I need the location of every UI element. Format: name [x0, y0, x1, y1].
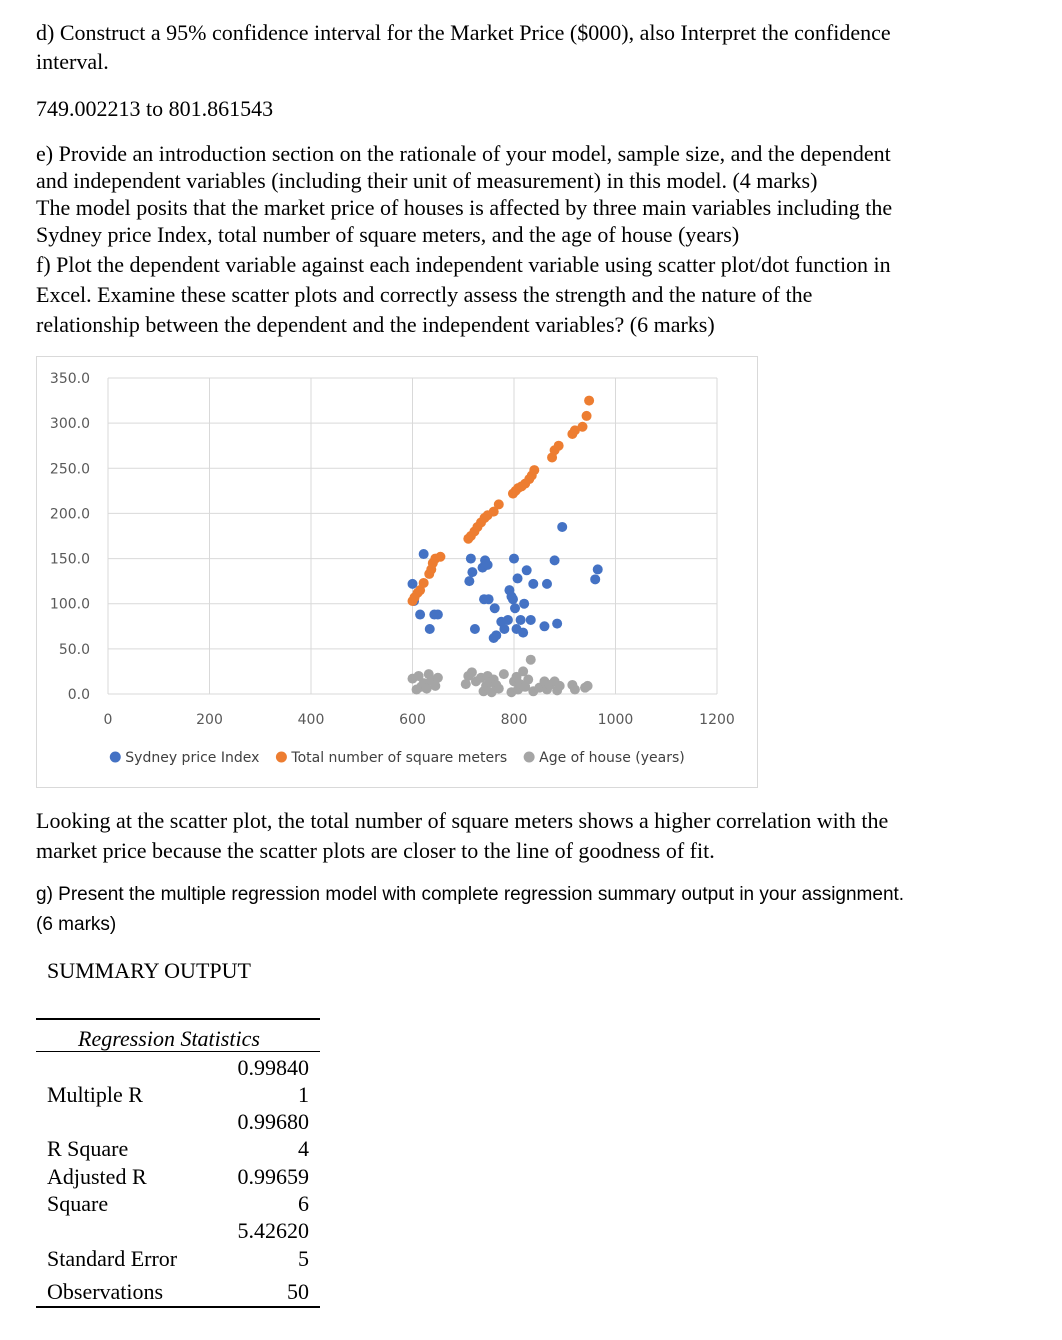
row-observations-value: 50: [287, 1279, 309, 1304]
y-tick-label: 150.0: [49, 551, 90, 568]
chart-gridlines: [108, 378, 717, 694]
point-sydney-price-index: [483, 560, 493, 570]
point-sydney-price-index: [539, 621, 549, 631]
point-sydney-price-index: [522, 565, 532, 575]
row-r-square-label: R Square: [47, 1136, 129, 1161]
table-header: Regression Statistics: [78, 1026, 260, 1051]
question-g-line-2: (6 marks): [36, 914, 117, 935]
point-sydney-price-index: [425, 624, 435, 634]
point-age-of-house-years: [499, 669, 509, 679]
point-sydney-price-index: [519, 599, 529, 609]
row-multiple-r-label: Multiple R: [47, 1082, 143, 1107]
point-sydney-price-index: [518, 628, 528, 638]
row-adjusted-r-square-value-1: 0.99659: [237, 1164, 309, 1189]
y-tick-label: 200.0: [49, 506, 90, 523]
question-f-line-1: f) Plot the dependent variable against each independent variable using scatter plot/dot function in: [36, 252, 891, 277]
point-total-number-of-square-meters: [554, 441, 564, 451]
point-sydney-price-index: [419, 549, 429, 559]
x-tick-label: 1200: [699, 712, 735, 728]
y-tick-label: 50.0: [58, 641, 90, 658]
x-tick-label: 400: [297, 712, 325, 728]
y-tick-label: 350.0: [49, 371, 90, 387]
point-total-number-of-square-meters: [584, 396, 594, 406]
point-age-of-house-years: [583, 681, 593, 691]
row-standard-error-value-2: 5: [298, 1246, 309, 1271]
question-e-line-2: and independent variables (including their unit of measurement) in this model. (4 marks): [36, 168, 818, 193]
y-tick-label: 0.0: [67, 687, 90, 703]
point-sydney-price-index: [516, 615, 526, 625]
point-sydney-price-index: [550, 555, 560, 565]
question-g: [36, 880, 904, 940]
x-tick-label: 1000: [597, 712, 634, 728]
legend-item-sydney-price-index: [110, 750, 260, 766]
point-sydney-price-index: [510, 603, 520, 613]
confidence-interval-answer: 749.002213 to 801.861543: [36, 96, 274, 121]
row-multiple-r-value-1: 0.99840: [237, 1055, 309, 1080]
table-bottom-rule: [36, 1306, 320, 1308]
point-age-of-house-years: [494, 684, 504, 694]
question-e-line-1: e) Provide an introduction section on the rationale of your model, sample size, and the dependent: [36, 141, 891, 166]
y-tick-label: 100.0: [49, 596, 90, 613]
question-g-line-1: g) Present the multiple regression model with complete regression summary output in your assignment.: [36, 884, 905, 905]
point-age-of-house-years: [433, 673, 443, 683]
point-sydney-price-index: [513, 573, 523, 583]
point-age-of-house-years: [523, 675, 533, 685]
chart-observation-line-2: market price because the scatter plots are closer to the line of goodness of fit.: [36, 838, 715, 863]
chart-legend: [110, 750, 685, 766]
point-sydney-price-index: [503, 615, 513, 625]
table-top-rule: [36, 1018, 320, 1020]
point-sydney-price-index: [466, 554, 476, 564]
y-tick-label: 300.0: [49, 416, 90, 433]
question-f-line-2: Excel. Examine these scatter plots and correctly assess the strength and the nature of the: [36, 282, 813, 307]
point-sydney-price-index: [593, 564, 603, 574]
point-sydney-price-index: [509, 554, 519, 564]
y-tick-label: 250.0: [49, 461, 90, 478]
point-total-number-of-square-meters: [435, 552, 445, 562]
point-sydney-price-index: [484, 594, 494, 604]
point-sydney-price-index: [464, 576, 474, 586]
row-multiple-r-value-2: 1: [298, 1082, 309, 1107]
row-standard-error-value-1: 5.42620: [237, 1218, 309, 1243]
point-sydney-price-index: [528, 579, 538, 589]
scatter-chart-svg: [37, 357, 757, 787]
question-f-line-3: relationship between the dependent and the independent variables? (6 marks): [36, 312, 715, 337]
row-adjusted-r-square-label-2: Square: [47, 1191, 109, 1216]
point-age-of-house-years: [570, 684, 580, 694]
x-tick-label: 800: [500, 712, 528, 728]
point-age-of-house-years: [555, 681, 565, 691]
legend-label-sydney-price-index: Sydney price Index: [125, 750, 260, 766]
row-adjusted-r-square-label-1: Adjusted R: [47, 1164, 147, 1189]
chart-tick-labels: [50, 371, 735, 728]
question-d: [36, 18, 891, 76]
point-total-number-of-square-meters: [419, 578, 429, 588]
x-tick-label: 600: [399, 712, 426, 728]
x-tick-label: 0: [103, 712, 113, 728]
point-age-of-house-years: [526, 655, 536, 665]
row-r-square-value-1: 0.99680: [237, 1109, 309, 1134]
point-sydney-price-index: [490, 603, 500, 613]
legend-label-age-of-house-years: Age of house (years): [539, 750, 685, 766]
question-e: [36, 140, 892, 248]
row-standard-error-label: Standard Error: [47, 1246, 178, 1271]
question-f: [36, 250, 891, 340]
legend-item-age-of-house-years: [524, 750, 685, 766]
question-e-line-4: Sydney price Index, total number of square meters, and the age of house (years): [36, 222, 740, 247]
table-header-rule: [36, 1051, 320, 1052]
point-sydney-price-index: [467, 567, 477, 577]
point-sydney-price-index: [552, 619, 562, 629]
point-total-number-of-square-meters: [582, 411, 592, 421]
row-r-square-value-2: 4: [298, 1136, 309, 1161]
legend-marker-age-of-house-years: [524, 752, 535, 763]
point-sydney-price-index: [433, 610, 443, 620]
row-adjusted-r-square-value-2: 6: [298, 1191, 309, 1216]
point-sydney-price-index: [499, 624, 509, 634]
row-observations-label: Observations: [47, 1279, 164, 1304]
scatter-chart: [36, 356, 758, 788]
point-sydney-price-index: [508, 594, 518, 604]
question-d-line-2: interval.: [36, 49, 109, 74]
point-total-number-of-square-meters: [494, 499, 504, 509]
legend-marker-sydney-price-index: [110, 752, 121, 763]
point-sydney-price-index: [415, 610, 425, 620]
point-total-number-of-square-meters: [578, 422, 588, 432]
question-e-line-3: The model posits that the market price of houses is affected by three main variables including the: [36, 195, 893, 220]
legend-item-total-number-of-square-meters: [276, 750, 507, 766]
point-sydney-price-index: [590, 574, 600, 584]
chart-observation: [36, 806, 888, 866]
point-total-number-of-square-meters: [529, 465, 539, 475]
legend-marker-total-number-of-square-meters: [276, 752, 287, 763]
x-tick-label: 200: [196, 712, 223, 728]
chart-points: [408, 396, 603, 698]
point-sydney-price-index: [491, 630, 501, 640]
question-d-line-1: d) Construct a 95% confidence interval for the Market Price ($000), also Interpret the confidence: [36, 20, 891, 45]
chart-observation-line-1: Looking at the scatter plot, the total number of square meters shows a higher correlation with the: [36, 808, 889, 833]
legend-label-total-number-of-square-meters: Total number of square meters: [291, 750, 508, 766]
point-sydney-price-index: [526, 615, 536, 625]
point-sydney-price-index: [557, 522, 567, 532]
point-sydney-price-index: [542, 579, 552, 589]
point-age-of-house-years: [467, 667, 477, 677]
point-sydney-price-index: [470, 624, 480, 634]
summary-output-title: SUMMARY OUTPUT: [47, 958, 251, 983]
